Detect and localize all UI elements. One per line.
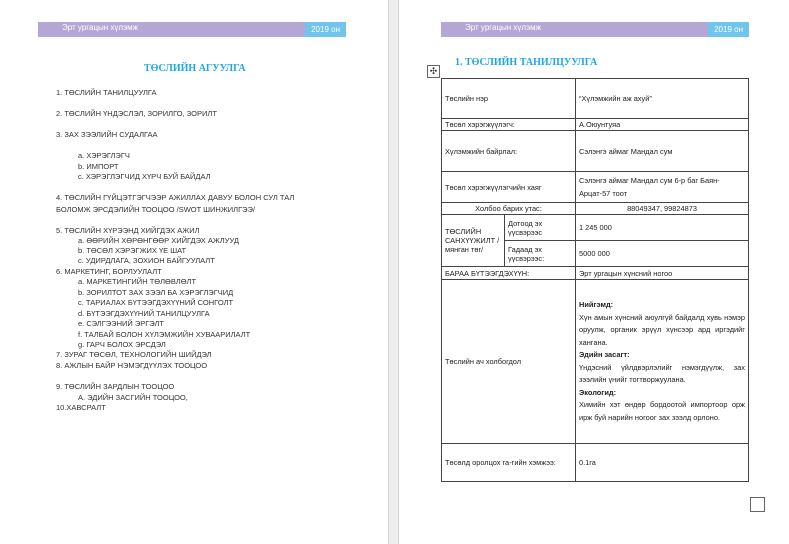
cell-value[interactable]: 0.1га	[576, 444, 749, 482]
cell-value[interactable]: Сэлэнгэ аймаг Мандал сум 6-р баг Баян-Арцат-57 тоот	[576, 172, 749, 203]
cell-label[interactable]: Холбоо барих утас:	[442, 203, 576, 215]
toc-subitem: d. БҮТЭЭГДЭХҮҮНИЙ ТАНИЛЦУУЛГА	[78, 309, 210, 318]
toc-item: 4. ТӨСЛИЙН ГҮЙЦЭТГЭГЧЭЭР АЖИЛЛАХ ДАВУУ БОЛОН СУЛ ТАЛ	[56, 193, 295, 202]
table-resize-handle[interactable]	[750, 497, 765, 512]
economy-text: Үндэсний үйлдвэрлэлийг нэмэгдүүлж, зах зээлийн үнийг тогтворжуулана.	[579, 362, 745, 384]
toc-item: 7. ЗУРАГ ТӨСӨЛ, ТЕХНОЛОГИЙН ШИЙДЭЛ	[56, 350, 212, 359]
table-row	[442, 267, 749, 280]
table-row	[442, 172, 749, 203]
social-text: Хүн амын хүнсний аюулгүй байдалд хувь нэмэр оруулж, органик эрүүл хүнсээр ард иргэдийг хангана.	[579, 312, 745, 347]
cell-sublabel[interactable]: Дотоод эх үүсвэрээс	[505, 215, 576, 241]
toc-subitem: A. ЭДИЙН ЗАСГИЙН ТООЦОО,	[78, 393, 188, 402]
toc-item: 2. ТӨСЛИЙН ҮНДЭСЛЭЛ, ЗОРИЛГО, ЗОРИЛТ	[56, 109, 217, 118]
toc-subitem: b. ИМПОРТ	[78, 162, 119, 171]
toc-item: 10.ХАВСРАЛТ	[56, 403, 106, 412]
toc-subitem: b. ЗОРИЛТОТ ЗАХ ЗЭЭЛ БА ХЭРЭГЛЭГЧИД	[78, 288, 234, 297]
cell-value[interactable]: 1 245 000	[576, 215, 749, 241]
cell-label[interactable]: Төсөл хэрэгжүүлэгч:	[442, 119, 576, 131]
header-year: 2019 он	[708, 22, 749, 37]
social-heading: Нийгэмд:	[579, 300, 614, 309]
header-title: Эрт ургацын хүлэмж	[62, 23, 139, 32]
toc-subitem: e. СЭЛГЭЭНИЙ ЭРГЭЛТ	[78, 319, 164, 328]
ecology-text: Химийн хэт өндөр бордоотой импортоор орж ирж буй нарийн ногоог зах зээлд орлоно.	[579, 400, 745, 422]
table-row	[442, 119, 749, 131]
header-title: Эрт ургацын хүлэмж	[465, 23, 542, 32]
toc-item: 3. ЗАХ ЗЭЭЛИЙН СУДАЛГАА	[56, 130, 158, 139]
toc-item: 8. АЖЛЫН БАЙР НЭМЭГДҮҮЛЭХ ТООЦОО	[56, 361, 208, 370]
cell-sublabel[interactable]: Гадаад эх үүсвэрээс:	[505, 241, 576, 267]
toc-item: 1. ТӨСЛИЙН ТАНИЛЦУУЛГА	[56, 88, 157, 97]
cell-label[interactable]: Төслийн ач холбогдол	[442, 280, 576, 444]
toc-subitem: c. УДИРДЛАГА, ЗОХИОН БАЙГУУЛАЛТ	[78, 256, 215, 265]
toc-item: 6. МАРКЕТИНГ, БОРЛУУЛАЛТ	[56, 267, 162, 276]
cell-value[interactable]: “Хүлэмжийн аж ахуй”	[576, 79, 749, 119]
cell-value[interactable]: Эрт ургацын хүнсний ногоо	[576, 267, 749, 280]
cell-label[interactable]: Төсөл хэрэгжүүлэгчийн хаяг	[442, 172, 576, 203]
toc-subitem: a. ХЭРЭГЛЭГЧ	[78, 151, 130, 160]
project-info-table	[441, 78, 749, 482]
cell-label[interactable]: ТӨСЛИЙН САНХҮҮЖИЛТ / мянган төг/	[442, 215, 505, 267]
toc-title: ТӨСЛИЙН АГУУЛГА	[144, 63, 246, 74]
cell-label[interactable]: Төслийн нэр	[442, 79, 576, 119]
toc-subitem: c. ХЭРЭГЛЭГЧИД ХҮРЧ БУЙ БАЙДАЛ	[78, 172, 211, 181]
cell-value[interactable]: 88049347, 99824873	[576, 203, 749, 215]
toc-subitem: a. МАРКЕТИНГИЙН ТӨЛӨВЛӨЛТ	[78, 277, 197, 286]
table-row	[442, 79, 749, 119]
page-left	[0, 0, 388, 544]
cell-value[interactable]: А.Оюунтуяа	[576, 119, 749, 131]
economy-heading: Эдийн засагт:	[579, 350, 630, 359]
toc-item: 5. ТӨСЛИЙН ХҮРЭЭНД ХИЙГДЭХ АЖИЛ	[56, 226, 200, 235]
toc-subitem: c. ТАРИАЛАХ БҮТЭЭГДЭХҮҮНИЙ СОНГОЛТ	[78, 298, 234, 307]
page-right	[399, 0, 789, 544]
page-header	[38, 22, 346, 37]
table-row	[442, 444, 749, 482]
table-row	[442, 215, 749, 241]
cell-value[interactable]: Сэлэнгэ аймаг Мандал сум	[576, 131, 749, 172]
page-header	[441, 22, 749, 37]
toc-item-continued: БОЛОМЖ ЭРСДЭЛИЙН ТООЦОО /SWOT ШИНЖИЛГЭЭ/	[56, 205, 256, 214]
cell-label[interactable]: Төсөлд оролцох га-гийн хэмжээ:	[442, 444, 576, 482]
ecology-heading: Экологид:	[579, 387, 617, 397]
significance-cell[interactable]	[576, 280, 749, 444]
toc-subitem: b. ТӨСӨЛ ХЭРЭГЖИХ ҮЕ ШАТ	[78, 246, 187, 255]
table-row	[442, 131, 749, 172]
cell-value[interactable]: 5000 000	[576, 241, 749, 267]
table-move-handle-icon[interactable]: ✣	[427, 65, 440, 78]
header-year: 2019 он	[305, 22, 346, 37]
toc-subitem: g. ГАРЧ БОЛОХ ЭРСДЭЛ	[78, 340, 166, 349]
toc-subitem: a. ӨӨРИЙН ХӨРӨНГӨӨР ХИЙГДЭХ АЖЛУУД	[78, 236, 239, 245]
cell-label[interactable]: Хүлэмжийн байрлал:	[442, 131, 576, 172]
table-row	[442, 203, 749, 215]
table-row	[442, 280, 749, 444]
toc-subitem: f. ТАЛБАЙ БОЛОН ХҮЛЭМЖИЙН ХУВААРИЛАЛТ	[78, 330, 251, 339]
cell-label[interactable]: БАРАА БҮТЭЭГДЭХҮҮН:	[442, 267, 576, 280]
section-title: 1. ТӨСЛИЙН ТАНИЛЦУУЛГА	[455, 57, 598, 68]
toc-item: 9. ТӨСЛИЙН ЗАРДЛЫН ТООЦОО	[56, 382, 175, 391]
